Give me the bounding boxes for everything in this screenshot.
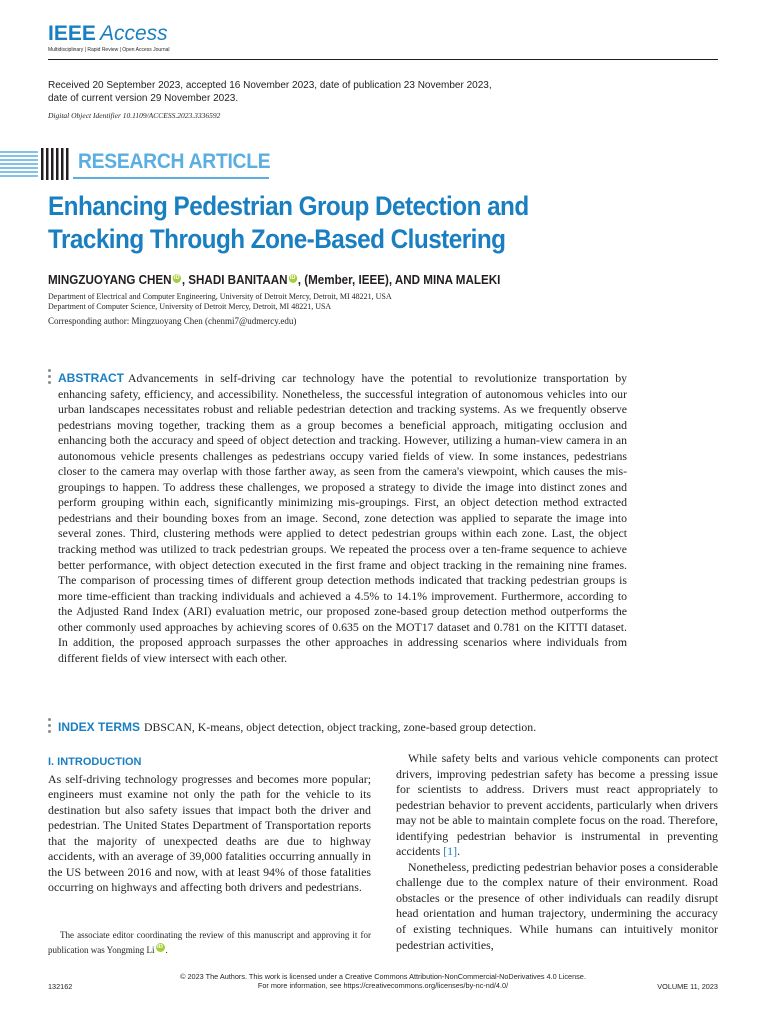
index-terms-text: DBSCAN, K-means, object detection, object tracking, zone-based group detection. (144, 720, 537, 734)
license-line-1: © 2023 The Authors. This work is licensed under a Creative Commons Attribution-NonCommercial-NoDerivatives 4.0 License. (180, 972, 586, 981)
index-terms (58, 720, 678, 735)
footnote-end: . (165, 945, 168, 955)
intro-paragraph-2 (396, 751, 718, 860)
footnote-text: The associate editor coordinating the review of this manuscript and approving it for publication was Yongming Li (48, 930, 371, 955)
doi: Digital Object Identifier 10.1109/ACCESS.2023.3336592 (48, 111, 221, 120)
license-line-2[interactable]: For more information, see https://creativecommons.org/licenses/by-nc-nd/4.0/ (257, 981, 509, 990)
journal-logo (48, 20, 248, 54)
journal-tagline: Multidisciplinary | Rapid Review | Open Access Journal (48, 47, 170, 53)
intro-column-left (48, 755, 371, 896)
orcid-icon[interactable]: iD (289, 275, 296, 281)
journal-name-light: Access (100, 22, 168, 45)
author-3: , (Member, IEEE), AND MINA MALEKI (297, 273, 501, 287)
title-line-2: Tracking Through Zone-Based Clustering (48, 224, 506, 254)
header-rule (48, 59, 718, 60)
author-list (48, 273, 500, 287)
pub-dates-line-2: date of current version 29 November 2023. (48, 92, 239, 104)
intro-paragraph-2-end: . (457, 844, 461, 859)
intro-paragraph-3: Nonetheless, predicting pedestrian behavior poses a considerable challenge due to the complex nature of their environment. Road obstacles or the presence of other individuals can readily disrupt head orientation and human trajectory, undermining the accuracy of existing techniques. While humans can intuitively monitor pedestrian activities, (396, 859, 718, 952)
section-heading: I. INTRODUCTION (48, 756, 142, 768)
volume-info: VOLUME 11, 2023 (657, 982, 718, 991)
corresponding-author: Corresponding author: Mingzuoyang Chen (chenmi7@udmercy.edu) (48, 316, 297, 326)
editor-footnote (48, 928, 371, 958)
page-number: 132162 (48, 982, 73, 991)
paper-title (48, 190, 668, 256)
affiliation-2: Department of Computer Science, University of Detroit Mercy, Detroit, MI 48221, USA (48, 302, 332, 311)
orcid-icon[interactable]: iD (173, 275, 180, 281)
intro-paragraph-1: As self-driving technology progresses and becomes more popular; engineers must examine not only the path for the vehicle to its destination but also safety issues that impact both the driver and pedestrian. The United States Department of Transportation reports that the majority of unexpected deaths are due to highway accidents, with an average of 39,000 fatalities occurring annually in the US between 2016 and now, with at least 94% of those fatalities occurring on highways and affecting both drivers and pedestrians. (48, 771, 371, 895)
abstract-marker-icon (48, 369, 51, 387)
affiliations (48, 292, 392, 312)
intro-paragraph-2-text: While safety belts and various vehicle components can protect drivers, improving pedestrian safety has become a pressing issue for scientists to address. Drivers must react appropriately to pedestrian behavior to prevent accidents, particularly when drivers may not be able to maintain complete focus on the road. Therefore, identifying pedestrian behavior is instrumental in preventing accidents (396, 751, 718, 859)
journal-name-bold: IEEE (48, 22, 96, 45)
citation-link[interactable]: [1] (443, 844, 458, 859)
title-line-1: Enhancing Pedestrian Group Detection and (48, 191, 529, 221)
author-2: , SHADI BANITAAN (181, 273, 288, 287)
abstract-heading: ABSTRACT (58, 371, 124, 385)
article-type: RESEARCH ARTICLE (78, 150, 271, 173)
index-terms-marker-icon (48, 718, 51, 736)
intro-column-right (396, 751, 718, 953)
publication-dates (48, 80, 568, 105)
affiliation-1: Department of Electrical and Computer Engineering, University of Detroit Mercy, Detroit, MI 48221, USA (48, 292, 392, 301)
pub-dates-line-1: Received 20 September 2023, accepted 16 November 2023, date of publication 23 November 2023, (48, 80, 492, 91)
orcid-icon[interactable]: iD (157, 944, 164, 950)
abstract-text: Advancements in self-driving car technology have the potential to revolutionize transportation by enhancing safety, efficiency, and accessibility. Nonetheless, the successful integration of autonomous vehicles into our urban landscapes necessitates robust and reliable pedestrian detection and tracking systems. As we frequently observe pedestrians moving together, tracking them as a group becomes a beneficial approach, mitigating occlusion and enhancing both the accuracy and speed of object detection and tracking. However, utilizing a human-view camera in an autonomous vehicle presents challenges as pedestrians occupy varied fields of view. In some instances, pedestrians closer to the camera may overlap with those farther away, as seen from the camera's viewpoint, which causes the mis-groupings to happen. To address these challenges, we proposed a strategy to divide the image into distinct zones and perform grouping within each, significantly minimizing mis-groupings. First, an object detection method extracted pedestrians and their bounding boxes from an image. Second, zone detection was applied to separate the image into several zones. Third, clustering methods were applied to detect pedestrian groups within each zone. Last, the object tracking method was utilized to track pedestrian groups. We repeated the process over a ten-frame sequence to achieve better performance, with object detection executed in the first frame and object tracking in the remaining nine frames. The comparison of processing times of different group detection methods indicated that tracking pedestrian groups is more time-efficient than tracking individuals and achieved a 4.5% to 14.1% improvement. Furthermore, according to the Adjusted Rand Index (ARI) evaluation metric, our proposed zone-based group detection method outperforms the other commonly used approaches by achieving scores of 0.635 on the MOT17 dataset and 0.781 on the KITTI dataset. In addition, the proposed approach surpasses the other approaches in addressing scenarios where individuals from different fields of view intersect with each other. (58, 371, 627, 665)
index-terms-heading: INDEX TERMS (58, 720, 141, 734)
author-1: MINGZUOYANG CHEN (48, 273, 172, 287)
abstract (58, 371, 627, 666)
